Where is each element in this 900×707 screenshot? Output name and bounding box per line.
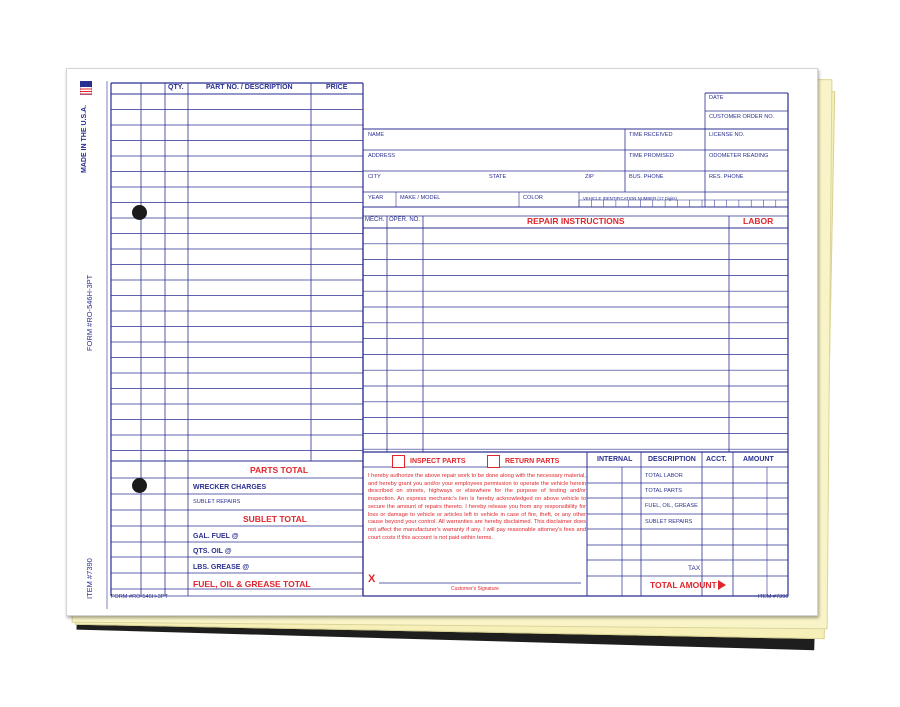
- license-label: LICENSE NO.: [709, 132, 745, 138]
- fuel-oil-grease-label: FUEL, OIL, GREASE: [645, 503, 698, 509]
- binder-hole: [132, 205, 147, 220]
- make-model-label: MAKE / MODEL: [400, 195, 441, 201]
- inspect-parts-checkbox[interactable]: [392, 455, 405, 468]
- qty-header: QTY.: [168, 84, 184, 91]
- price-header: PRICE: [326, 84, 348, 91]
- mech-header: MECH.: [365, 217, 385, 223]
- wrecker-charges-label: WRECKER CHARGES: [193, 484, 267, 491]
- bus-phone-label: BUS. PHONE: [629, 174, 664, 180]
- customer-order-label: CUSTOMER ORDER NO.: [709, 114, 775, 120]
- us-flag-icon: [80, 81, 92, 95]
- amount-header: AMOUNT: [743, 456, 774, 463]
- qts-oil-label: QTS. OIL @: [193, 548, 232, 555]
- oper-no-header: OPER. NO.: [389, 217, 421, 223]
- total-labor-label: TOTAL LABOR: [645, 473, 683, 479]
- arrow-right-icon: [717, 580, 727, 590]
- side-form-number: FORM #RO-546H-3PT: [85, 274, 94, 351]
- vin-label: VEHICLE IDENTIFICATION NUMBER (17 Digits): [583, 196, 677, 201]
- inspect-parts-label: INSPECT PARTS: [410, 458, 466, 465]
- fuel-oil-grease-total-label: FUEL, OIL & GREASE TOTAL: [193, 579, 311, 589]
- lbs-grease-label: LBS. GREASE @: [193, 564, 250, 571]
- customer-signature-label: Customer's Signature: [451, 586, 499, 592]
- binder-hole: [132, 478, 147, 493]
- total-amount-label: TOTAL AMOUNT: [650, 580, 717, 590]
- made-in-usa: MADE IN THE U.S.A.: [81, 104, 88, 173]
- time-promised-label: TIME PROMISED: [629, 153, 674, 159]
- part-description-header: PART NO. / DESCRIPTION: [206, 84, 293, 91]
- year-label: YEAR: [368, 195, 384, 201]
- name-label: NAME: [368, 132, 385, 138]
- internal-header: INTERNAL: [597, 456, 633, 463]
- zip-label: ZIP: [585, 174, 594, 180]
- sublet-repairs-summary-label: SUBLET REPAIRS: [645, 519, 693, 525]
- footer-form-number: FORM #RO-546H-3PT: [111, 594, 168, 600]
- res-phone-label: RES. PHONE: [709, 174, 744, 180]
- city-label: CITY: [368, 174, 381, 180]
- date-label: DATE: [709, 95, 724, 101]
- acct-header: ACCT.: [706, 456, 727, 463]
- state-label: STATE: [489, 174, 507, 180]
- repair-instructions-header: REPAIR INSTRUCTIONS: [527, 216, 625, 226]
- signature-x: X: [368, 573, 376, 585]
- color-label: COLOR: [523, 195, 543, 201]
- gal-fuel-label: GAL. FUEL @: [193, 533, 239, 540]
- authorization-text: I hereby authorize the above repair work to be done along with the necessary material, and hereby grant you and/or your employees permission to operate the vehicle herein described on streets, highways or elsewhere for the purpose of testing and/or inspection. An express mechanic's lien is hereby acknowledged on above vehicle to secure the amount of repairs thereto. I hereby release you from any responsibility for loss or damage to vehicle or articles left in vehicle in case of fire, theft, or any other cause beyond your control. All warranties are hereby disclaimed. This disclaimer does not affect the manufacturer's warranty if any. I will pay reasonable attorney's fees and court costs if this account is not paid within terms.: [368, 473, 586, 541]
- return-parts-label: RETURN PARTS: [505, 458, 560, 465]
- time-received-label: TIME RECEIVED: [629, 132, 673, 138]
- sublet-total-label: SUBLET TOTAL: [243, 514, 307, 524]
- labor-header: LABOR: [743, 216, 774, 226]
- side-item-number: ITEM #7390: [85, 558, 94, 599]
- total-parts-label: TOTAL PARTS: [645, 488, 682, 494]
- repair-order-form: [66, 68, 818, 616]
- parts-total-label: PARTS TOTAL: [250, 465, 309, 475]
- sublet-repairs-label: SUBLET REPAIRS: [193, 499, 241, 505]
- description-header: DESCRIPTION: [648, 456, 696, 463]
- address-label: ADDRESS: [368, 153, 396, 159]
- footer-item-number: ITEM #7390: [758, 594, 789, 600]
- return-parts-checkbox[interactable]: [487, 455, 500, 468]
- tax-label: TAX: [688, 565, 701, 572]
- odometer-label: ODOMETER READING: [709, 153, 769, 159]
